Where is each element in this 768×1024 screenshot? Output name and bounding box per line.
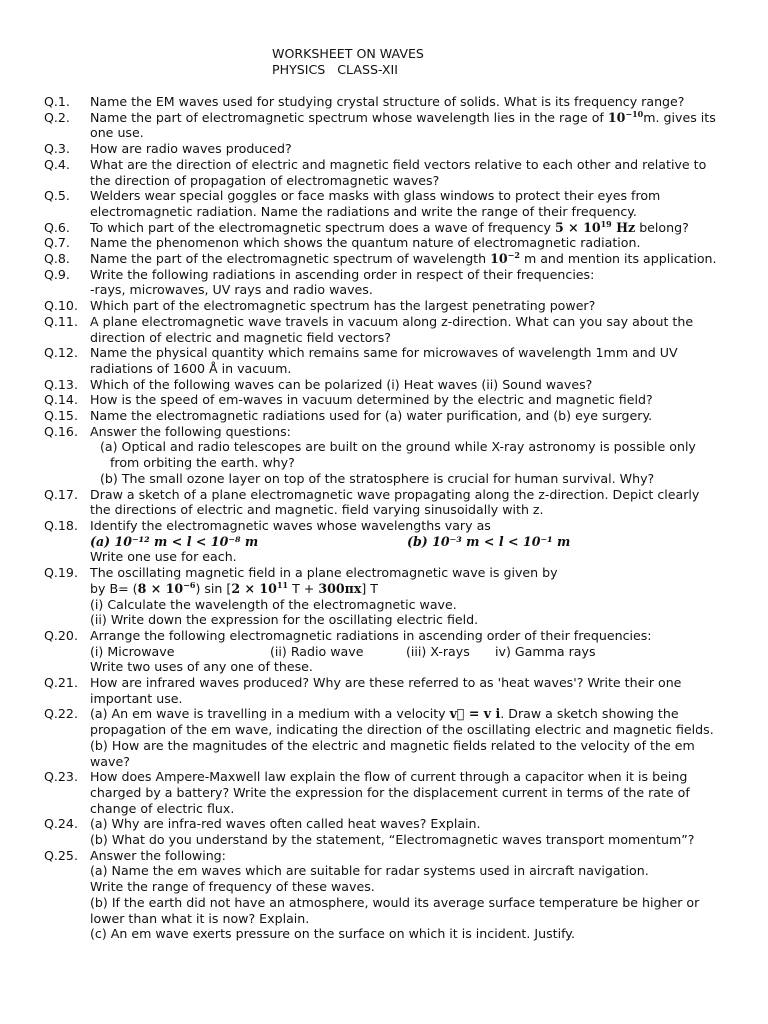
question-text: Write two uses of any one of these. [90, 659, 313, 675]
question-body [90, 816, 724, 847]
question-item [44, 816, 724, 847]
question-body [90, 675, 724, 706]
math-exponent: −10 [625, 108, 644, 119]
question-item [44, 518, 724, 565]
question-body [90, 267, 724, 298]
question-text: Answer the following: [90, 847, 226, 863]
question-number: Q.23. [44, 769, 78, 785]
question-item [44, 141, 724, 157]
question-text: -rays, microwaves, UV rays and radio waves. [90, 282, 373, 298]
question-number: Q.25. [44, 847, 78, 863]
question-body [90, 392, 724, 408]
question-number: Q.20. [44, 627, 78, 643]
question-number: Q.10. [44, 298, 78, 314]
question-number: Q.18. [44, 517, 78, 533]
question-text: (b) What do you understand by the statement, “Electromagnetic waves transport momentum”? [90, 832, 695, 848]
option-item: (iii) X-rays [406, 643, 470, 659]
question-item [44, 392, 724, 408]
question-text: Name the phenomenon which shows the quantum nature of electromagnetic radiation. [90, 235, 641, 251]
question-text: To which part of the electromagnetic spectrum does a wave of frequency $5 \times 10^{19}$ Hz belong? [90, 218, 689, 235]
question-item [44, 235, 724, 251]
question-body [90, 235, 724, 251]
math-exponent: −2 [507, 249, 520, 260]
sub-question: (b) The small ozone layer on top of the stratosphere is crucial for human survival. Why? [100, 470, 655, 486]
question-number: Q.15. [44, 408, 78, 424]
question-body [90, 345, 724, 376]
question-text: Write the range of frequency of these waves. [90, 879, 375, 895]
option-row [90, 644, 724, 660]
question-body [90, 565, 724, 628]
math-exponent: 11 [276, 579, 289, 590]
question-item [44, 487, 724, 518]
question-number: Q.3. [44, 141, 70, 157]
question-item [44, 157, 724, 188]
question-body [90, 706, 724, 769]
question-number: Q.6. [44, 219, 70, 235]
question-body [90, 220, 724, 236]
question-item [44, 345, 724, 376]
question-text: Arrange the following electromagnetic radiations in ascending order of their frequencies: [90, 627, 652, 643]
question-body [90, 769, 724, 816]
question-text: How does Ampere-Maxwell law explain the flow of current through a capacitor when it is being charged by a battery? Write the expression for the displacement current in terms of the rate of change of electric flux. [90, 769, 690, 816]
question-number: Q.9. [44, 266, 70, 282]
range-a: (a) 10⁻¹² m < l < 10⁻⁸ m [90, 533, 259, 549]
question-text: Which of the following waves can be polarized (i) Heat waves (ii) Sound waves? [90, 376, 593, 392]
question-body [90, 314, 724, 345]
question-body [90, 408, 724, 424]
question-body [90, 628, 724, 675]
question-body [90, 848, 724, 942]
question-text: Name the part of the electromagnetic spectrum of wavelength $10^{-2}$ m and mention its application. [90, 249, 717, 267]
question-text: (a) Why are infra-red waves often called heat waves? Explain. [90, 816, 481, 832]
question-text: Welders wear special goggles or face masks with glass windows to protect their eyes from electromagnetic radiation. Name the radiations and write the range of their frequency. [90, 188, 661, 219]
worksheet-header [272, 46, 424, 77]
question-number: Q.11. [44, 313, 78, 329]
question-text: (i) Calculate the wavelength of the electromagnetic wave. [90, 596, 457, 612]
question-text: Draw a sketch of a plane electromagnetic wave propagating along the z-direction. Depict clearly the directions of electric and magnetic. field varying sinusoidally with z. [90, 486, 700, 518]
question-number: Q.8. [44, 251, 70, 267]
question-item [44, 565, 724, 628]
question-text: Answer the following questions: [90, 423, 291, 439]
question-number: Q.19. [44, 565, 78, 581]
option-item: (ii) Radio wave [270, 643, 364, 659]
question-body [90, 141, 724, 157]
question-body [90, 377, 724, 393]
question-item [44, 424, 724, 487]
question-item [44, 769, 724, 816]
question-body [90, 518, 724, 565]
question-text: The oscillating magnetic field in a plane electromagnetic wave is given by [90, 565, 558, 581]
question-item [44, 298, 724, 314]
question-text: (a) An em wave is travelling in a medium with a velocity v⃗ = v i. Draw a sketch showing the propagation of the em wave, indicating the direction of the oscillating electric and magnetic fields. [90, 706, 714, 738]
question-text: (a) Name the em waves which are suitable for radar systems used in aircraft navigation. [90, 863, 649, 879]
question-text: Name the physical quantity which remains same for microwaves of wavelength 1mm and UV radiations of 1600 Å in vacuum. [90, 345, 678, 376]
question-number: Q.12. [44, 345, 78, 361]
question-list [44, 94, 724, 942]
question-number: Q.21. [44, 675, 78, 691]
question-text: Identify the electromagnetic waves whose wavelengths vary as [90, 517, 491, 533]
question-text: (c) An em wave exerts pressure on the surface on which it is incident. Justify. [90, 926, 575, 942]
math-exponent: −6 [183, 579, 196, 590]
question-number: Q.7. [44, 235, 70, 251]
option-item: (i) Microwave [90, 643, 175, 659]
question-number: Q.16. [44, 423, 78, 439]
question-item [44, 628, 724, 675]
question-number: Q.2. [44, 109, 70, 125]
question-text: How are infrared waves produced? Why are these referred to as 'heat waves'? Write their one important use. [90, 675, 682, 706]
question-body [90, 110, 724, 141]
question-text: Name the part of electromagnetic spectrum whose wavelength lies in the rage of $10^{-10}m$. gives its one use. [90, 108, 716, 141]
range-pair [90, 534, 724, 550]
range-b: (b) 10⁻³ m < l < 10⁻¹ m [407, 533, 571, 549]
question-item [44, 251, 724, 267]
question-body [90, 424, 724, 487]
question-body [90, 487, 724, 518]
question-body [90, 251, 724, 267]
question-item [44, 110, 724, 141]
question-item [44, 377, 724, 393]
question-text: What are the direction of electric and magnetic field vectors relative to each other and relative to the direction of propagation of electromagnetic waves? [90, 156, 707, 188]
question-text: (ii) Write down the expression for the oscillating electric field. [90, 612, 479, 628]
worksheet-subtitle: PHYSICS CLASS-XII [272, 61, 398, 77]
question-number: Q.5. [44, 188, 70, 204]
question-item [44, 267, 724, 298]
question-item [44, 188, 724, 219]
math-expression: 300πx [318, 580, 362, 596]
question-item [44, 314, 724, 345]
question-item [44, 706, 724, 769]
question-text: A plane electromagnetic wave travels in vacuum along z-direction. What can you say about the direction of electric and magnetic field vectors? [90, 313, 694, 345]
field-equation: by $B= (8 \times 10^{-6})$ $\sin [2 \times 10^{11}$ T + 300πx] T [90, 579, 378, 596]
question-number: Q.24. [44, 816, 78, 832]
question-text: How is the speed of em-waves in vacuum determined by the electric and magnetic field? [90, 392, 653, 408]
question-text: Write one use for each. [90, 549, 237, 565]
option-item: iv) Gamma rays [495, 643, 596, 659]
question-item [44, 408, 724, 424]
math-expression: v⃗ = v i [449, 706, 501, 722]
math-unit: Hz [611, 219, 636, 235]
question-item [44, 94, 724, 110]
worksheet-title: WORKSHEET ON WAVES [272, 46, 424, 61]
question-body [90, 188, 724, 219]
question-text: Name the EM waves used for studying crystal structure of solids. What is its frequency range? [90, 94, 685, 109]
question-body [90, 94, 724, 110]
math-expression: 10 [607, 109, 626, 125]
question-number: Q.4. [44, 156, 70, 172]
question-text: How are radio waves produced? [90, 141, 292, 157]
question-body [90, 298, 724, 314]
question-item [44, 848, 724, 942]
math-expression: 8 × 10 [137, 580, 184, 596]
question-text: (b) How are the magnitudes of the electric and magnetic fields related to the velocity of the em wave? [90, 737, 695, 769]
question-body [90, 157, 724, 188]
question-number: Q.17. [44, 486, 78, 502]
question-text: Write the following radiations in ascending order in respect of their frequencies: [90, 266, 595, 282]
question-number: Q.1. [44, 94, 70, 109]
question-text: (b) If the earth did not have an atmosphere, would its average surface temperature be higher or lower than what it is now? Explain. [90, 894, 700, 926]
question-number: Q.13. [44, 376, 78, 392]
math-expression: 10 [490, 251, 508, 267]
question-text: Name the electromagnetic radiations used for (a) water purification, and (b) eye surgery. [90, 408, 653, 424]
question-item [44, 675, 724, 706]
math-expression: 2 × 10 [231, 580, 277, 596]
question-text: Which part of the electromagnetic spectrum has the largest penetrating power? [90, 298, 596, 314]
math-expression: 5 × 10 [555, 219, 601, 235]
question-number: Q.14. [44, 392, 78, 408]
question-item [44, 220, 724, 236]
question-number: Q.22. [44, 706, 78, 722]
math-exponent: 19 [600, 218, 612, 229]
sub-question: (a) Optical and radio telescopes are built on the ground while X-ray astronomy is possible only from orbiting the earth. why? [100, 439, 696, 471]
